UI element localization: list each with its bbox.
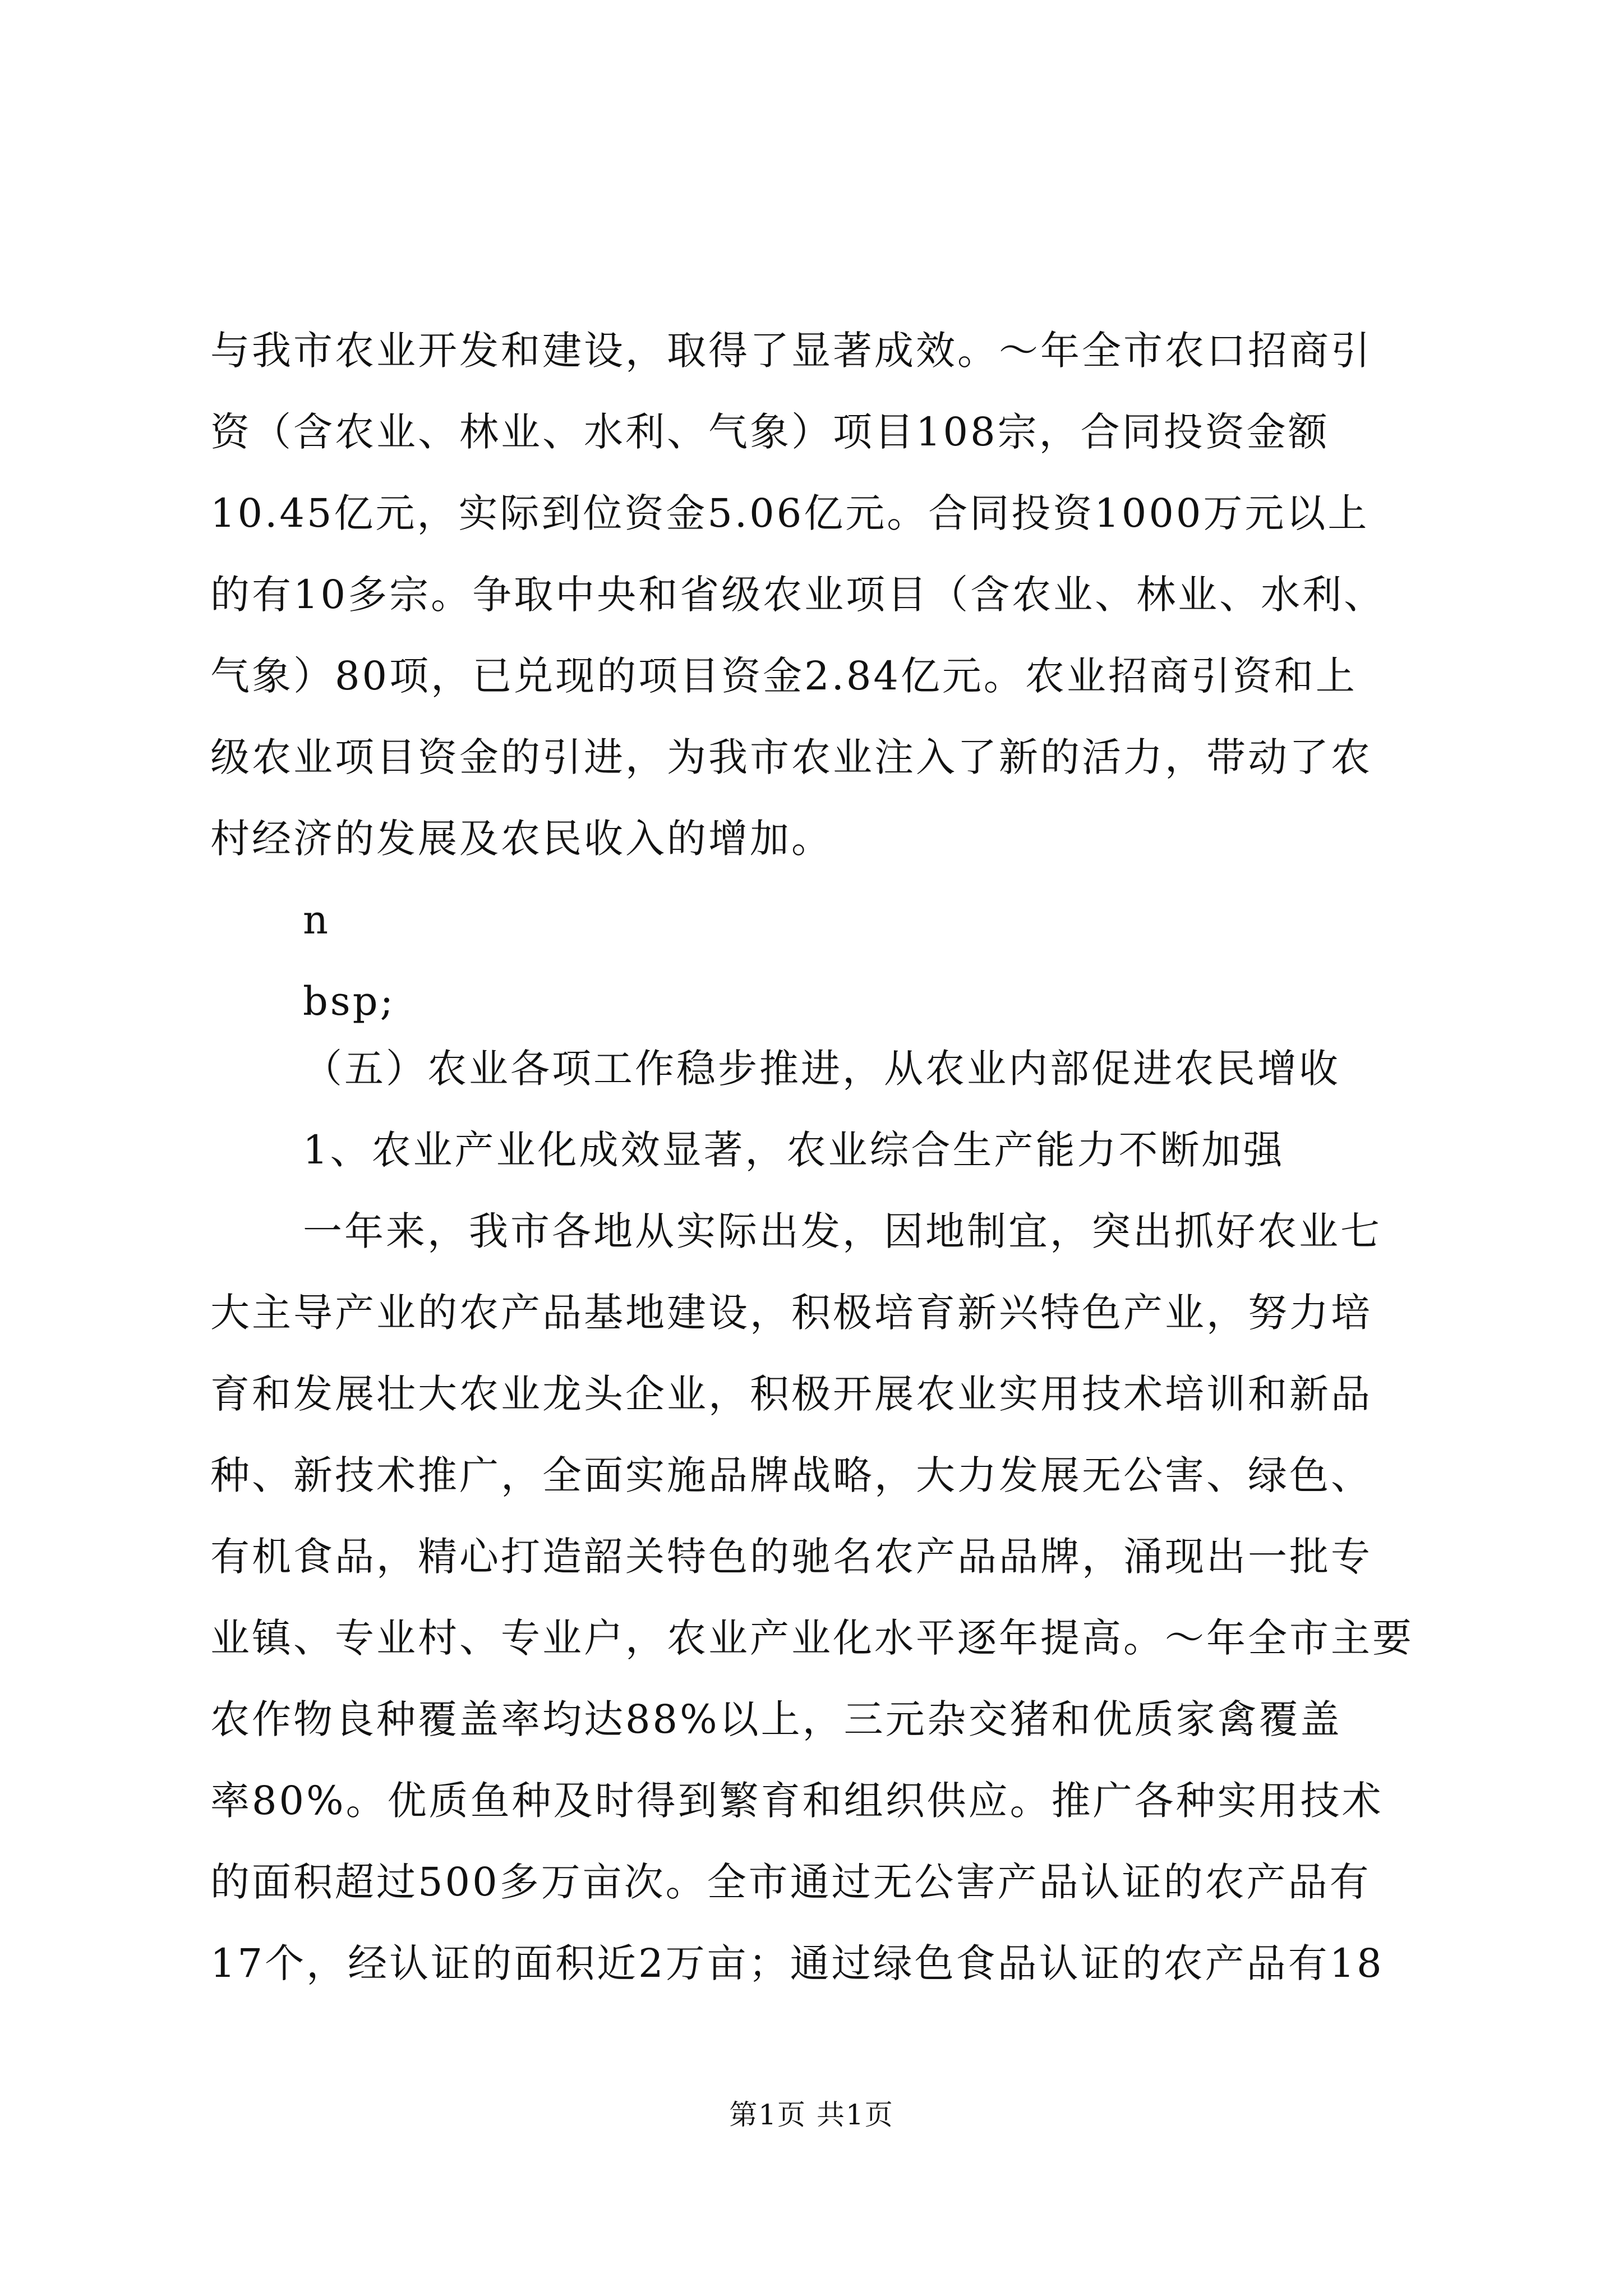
section-heading: （五）农业各项工作稳步推进，从农业内部促进农民增收 <box>303 1046 1340 1092</box>
paragraph-line: 气象）80项，已兑现的项目资金2.84亿元。农业招商引资和上 <box>210 653 1357 699</box>
paragraph-line: 率80%。优质鱼种及时得到繁育和组织供应。推广各种实用技术 <box>210 1778 1384 1824</box>
paragraph-line: 业镇、专业村、专业户，农业产业化水平逐年提高。～年全市主要 <box>210 1615 1414 1661</box>
paragraph-line: 有机食品，精心打造韶关特色的驰名农产品品牌，涌现出一批专 <box>210 1534 1372 1580</box>
paragraph-line: 大主导产业的农产品基地建设，积极培育新兴特色产业，努力培 <box>210 1290 1372 1336</box>
paragraph-line: 种、新技术推广，全面实施品牌战略，大力发展无公害、绿色、 <box>210 1452 1372 1498</box>
paragraph-line: 的面积超过500多万亩次。全市通过无公害产品认证的农产品有 <box>210 1859 1371 1905</box>
paragraph-line: 17个，经认证的面积近2万亩；通过绿色食品认证的农产品有18 <box>210 1940 1384 1986</box>
paragraph-line: 10.45亿元，实际到位资金5.06亿元。合同投资1000万元以上 <box>210 490 1370 536</box>
paragraph-line: n <box>303 897 331 943</box>
paragraph-line: 一年来，我市各地从实际出发，因地制宜，突出抓好农业七 <box>303 1208 1382 1254</box>
paragraph-line: 与我市农业开发和建设，取得了显著成效。～年全市农口招商引 <box>210 328 1372 374</box>
paragraph-line: 村经济的发展及农民收入的增加。 <box>210 816 833 862</box>
paragraph-line: 育和发展壮大农业龙头企业，积极开展农业实用技术培训和新品 <box>210 1371 1372 1417</box>
paragraph-line: bsp; <box>303 978 396 1024</box>
page-footer: 第1页 共1页 <box>729 2099 894 2131</box>
paragraph-line: 资（含农业、林业、水利、气象）项目108宗，合同投资金额 <box>210 409 1330 455</box>
paragraph-line: 的有10多宗。争取中央和省级农业项目（含农业、林业、水利、 <box>210 572 1386 618</box>
paragraph-line: 农作物良种覆盖率均达88%以上，三元杂交猪和优质家禽覆盖 <box>210 1696 1342 1742</box>
subsection-heading: 1、农业产业化成效显著，农业综合生产能力不断加强 <box>303 1127 1285 1173</box>
paragraph-line: 级农业项目资金的引进，为我市农业注入了新的活力，带动了农 <box>210 734 1372 780</box>
